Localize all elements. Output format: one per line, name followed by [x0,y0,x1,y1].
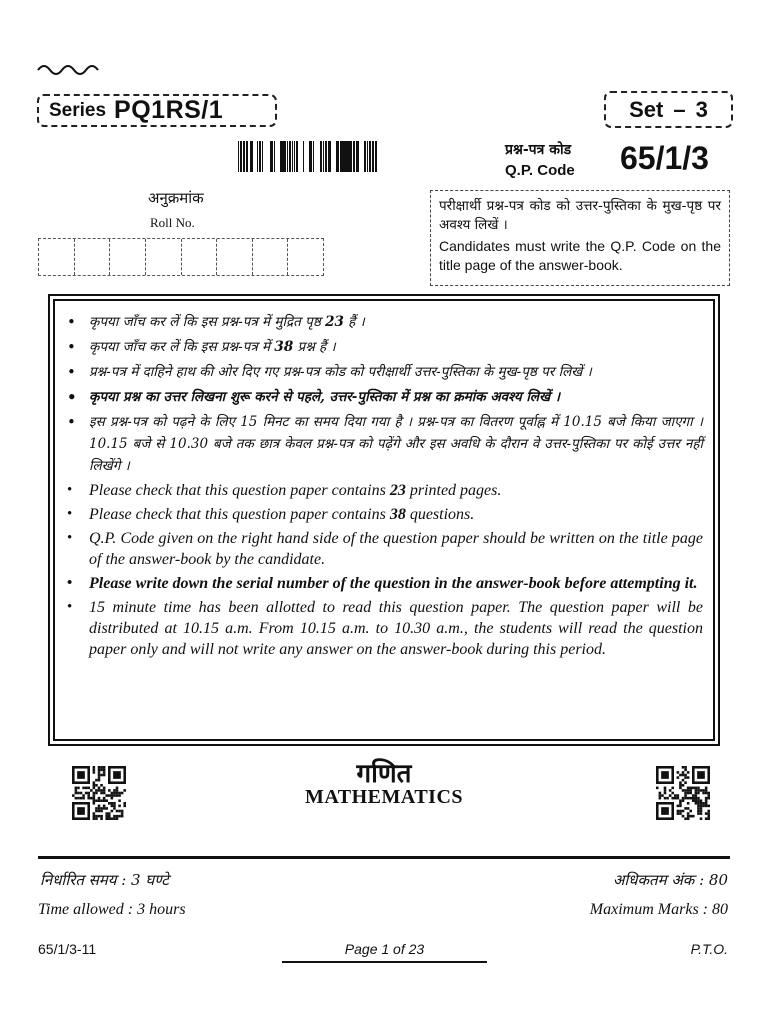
instruction-number: 23 [389,482,406,499]
barcode-icon [238,141,379,172]
footer-page-number: Page 1 of 23 [344,941,425,957]
roll-number-box[interactable] [288,239,323,275]
series-box [37,94,277,127]
instruction-item [63,573,703,594]
candidate-note-english: Candidates must write the Q.P. Code on the title page of the answer-book. [439,238,721,273]
instruction-item [63,411,703,477]
roll-number-box[interactable] [110,239,146,275]
instructions-list [63,311,703,660]
wave-mark-icon [36,58,102,78]
instruction-item [63,528,703,570]
set-dash: – [673,96,686,122]
subject-title: MATHEMATICS [304,786,464,808]
instructions-inner-frame [53,299,715,741]
instruction-text: प्रश्न हैं । [293,339,336,355]
instruction-text: Please write down the serial number of the question in the answer-book before attempting it. [89,575,698,592]
set-number: 3 [695,96,708,122]
instruction-text: Please check that this question paper contains [89,482,390,499]
footer-pto: P.T.O. [690,941,728,957]
subject-title-hindi: गणित [356,759,412,789]
maximum-marks-hindi: अधिकतम अंक : 80 [612,871,728,889]
instruction-item [63,597,703,660]
candidate-note-box [430,190,730,286]
roll-number-box[interactable] [75,239,111,275]
candidate-note-hindi: परीक्षार्थी प्रश्न-पत्र कोड को उत्तर-पुस्तिका के मुख-पृष्ठ पर अवश्य लिखें । [439,198,721,233]
instruction-text: कृपया जाँच कर लें कि इस प्रश्न-पत्र में मुद्रित पृष्ठ [89,314,326,330]
roll-number-box[interactable] [217,239,253,275]
roll-number-label: Roll No. [150,215,195,230]
roll-number-box[interactable] [182,239,218,275]
set-label: Set [629,96,664,122]
instruction-number: 38 [274,339,294,355]
instruction-text: कृपया प्रश्न का उत्तर लिखना शुरू करने से पहले, उत्तर-पुस्तिका में प्रश्न का क्रमांक अवश्य लिखें । [89,389,560,405]
series-code: PQ1RS/1 [114,96,224,124]
divider [38,856,730,859]
instruction-item [63,386,703,408]
qp-code-label-hindi: प्रश्न-पत्र कोड [505,142,572,158]
instruction-text: इस प्रश्न-पत्र को पढ़ने के लिए 15 मिनट का समय दिया गया है । प्रश्न-पत्र का वितरण पूर्वाह्न में 10.15 बजे किया जाएगा । 10.15 बजे से 10.30 बजे तक छात्र केवल प्रश्न-पत्र को पढ़ेंगे और इस अवधि के दौरान वे उत्तर-पुस्तिका पर कोई उत्तर नहीं लिखेंगे । [89,414,703,474]
time-allowed-hindi: निर्धारित समय : 3 घण्टे [40,871,169,889]
instruction-item [63,336,703,358]
maximum-marks: Maximum Marks : 80 [589,901,728,918]
footer-paper-code: 65/1/3-11 [38,941,97,957]
series-label: Series [49,99,107,121]
set-box [604,91,733,128]
instruction-text: प्रश्न-पत्र में दाहिने हाथ की ओर दिए गए प्रश्न-पत्र कोड को परीक्षार्थी उत्तर-पुस्तिका के मुख-पृष्ठ पर लिखें । [89,364,592,380]
roll-number-boxes[interactable] [38,238,324,276]
instruction-text: 15 minute time has been allotted to read this question paper. The question paper will be distributed at 10.15 a.m. From 10.15 a.m. to 10.30 a.m., the students will read the question paper only and will not write any answer on the answer-book during this period. [89,599,703,658]
roll-number-box[interactable] [146,239,182,275]
instructions-box [48,294,720,746]
roll-number-box[interactable] [39,239,75,275]
instruction-item [63,361,703,383]
instruction-text: Q.P. Code given on the right hand side of the question paper should be written on the title page of the answer-book by the candidate. [89,530,703,568]
qp-code-value: 65/1/3 [620,140,709,176]
instruction-number: 23 [325,314,344,330]
instruction-text: questions. [405,506,475,523]
time-allowed: Time allowed : 3 hours [38,901,186,918]
instruction-text: कृपया जाँच कर लें कि इस प्रश्न-पत्र में [89,339,275,355]
instruction-number: 38 [389,506,406,523]
instruction-item [63,480,703,501]
roll-number-label-hindi: अनुक्रमांक [148,189,204,207]
instruction-text: Please check that this question paper contains [89,506,390,523]
instruction-item [63,311,703,333]
instruction-text: printed pages. [405,482,502,499]
qp-code-label: Q.P. Code [505,162,575,179]
roll-number-box[interactable] [253,239,289,275]
instruction-text: हैं । [343,314,365,330]
footer-underline [282,961,487,963]
instruction-item [63,504,703,525]
